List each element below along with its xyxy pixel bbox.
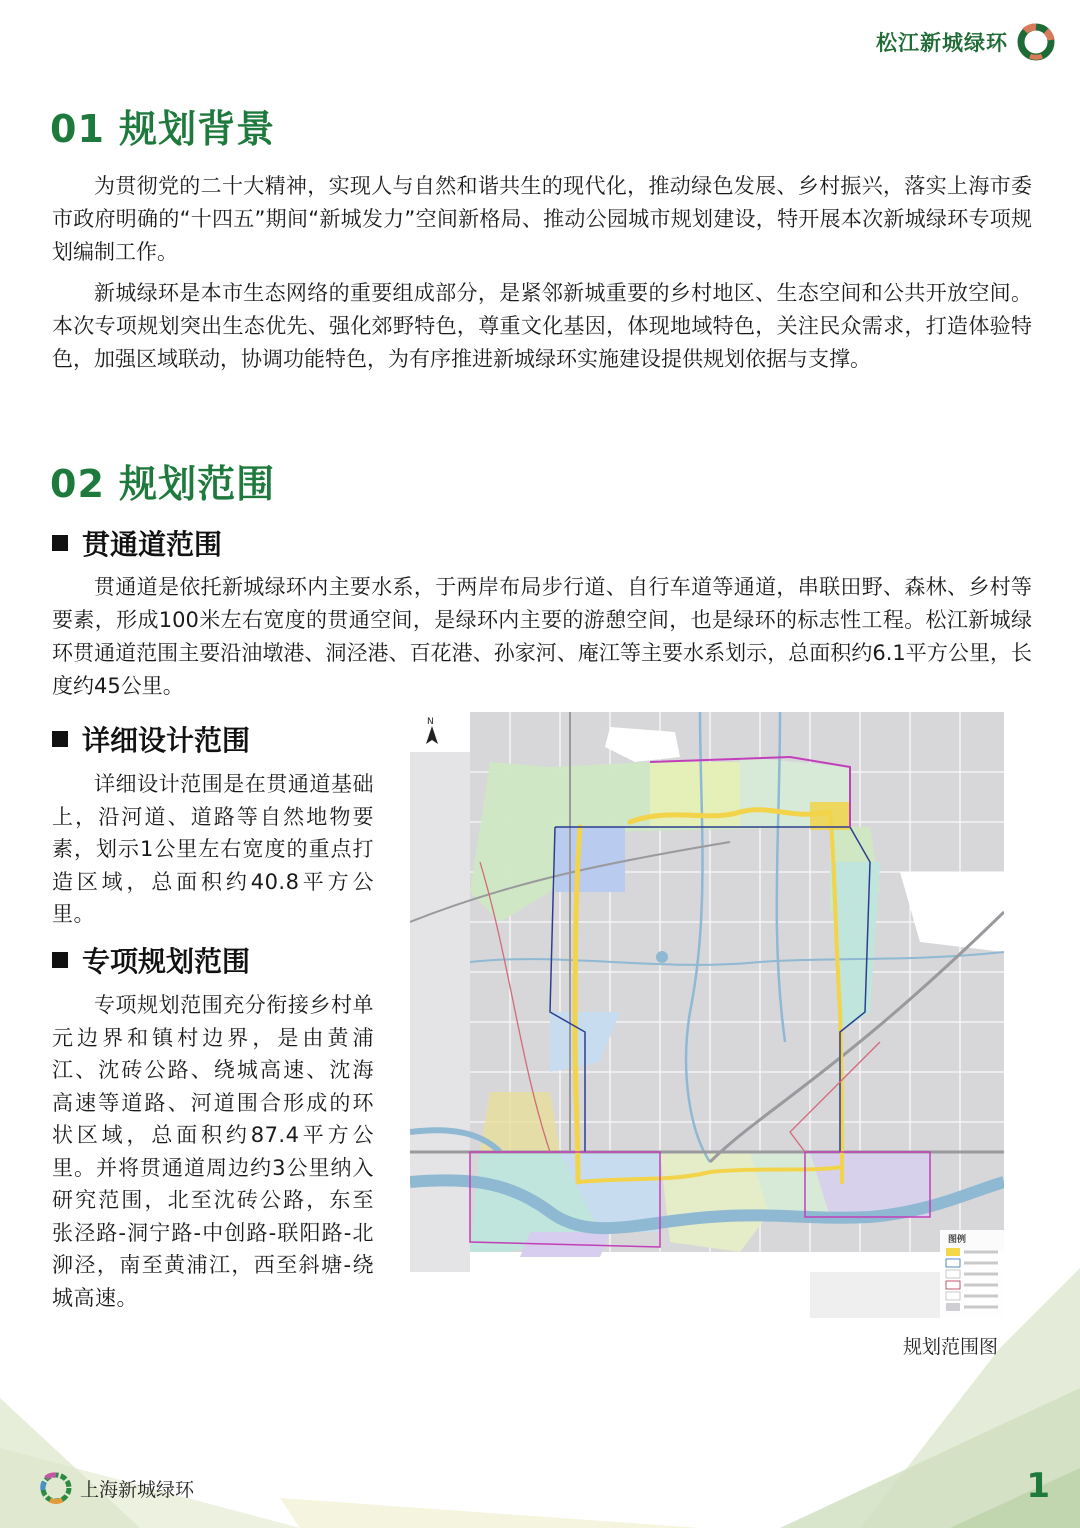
subheading-special-plan-text: 专项规划范围 <box>82 945 251 978</box>
subheading-detail-design-text: 详细设计范围 <box>82 724 251 757</box>
subheading-detail-design <box>52 719 250 759</box>
through-road-paragraph: 贯通道是依托新城绿环内主要水系，于两岸布局步行道、自行车道等通道，串联田野、森林、乡村等要素，形成100米左右宽度的贯通空间，是绿环内主要的游憩空间，也是绿环的标志性工程。松江新城绿环贯通道范围主要沿油墩港、洞泾港、百花港、孙家河、庵江等主要水系划示，总面积约6.1平方公里，长度约45公里。 <box>52 575 1032 698</box>
subheading-through-road <box>52 523 222 563</box>
legend-swatch <box>946 1259 960 1267</box>
legend-swatch <box>946 1248 960 1256</box>
header-brand-text: 松江新城绿环 <box>876 30 1008 55</box>
planning-scope-map <box>410 712 1004 1318</box>
subheading-through-road-text: 贯通道范围 <box>82 528 223 561</box>
header-brand <box>876 22 1056 62</box>
section-title-background: 01 规划背景 <box>50 107 276 151</box>
legend-title: 图例 <box>948 1235 967 1245</box>
square-bullet-icon <box>52 535 68 551</box>
shanghai-green-ring-logo-icon <box>38 1470 74 1506</box>
map-corridor-patch <box>810 802 850 830</box>
map-graphic <box>410 712 1004 1318</box>
footer-brand <box>38 1470 194 1506</box>
page-number: 1 <box>1026 1466 1050 1506</box>
map-zone-blue <box>555 827 625 892</box>
background-paragraph-1: 为贯彻党的二十大精神，实现人与自然和谐共生的现代化，推动绿色发展、乡村振兴，落实上海市委市政府明确的“十四五”期间“新城发力”空间新格局、推动公园城市规划建设，特开展本次新城绿环专项规划编制工作。 <box>52 174 1032 264</box>
background-paragraph-2: 新城绿环是本市生态网络的重要组成部分，是紧邻新城重要的乡村地区、生态空间和公共开放空间。本次专项规划突出生态优先、强化郊野特色，尊重文化基因，体现地域特色，关注民众需求，打造体验特色，加强区域联动，协调功能特色，为有序推进新城绿环实施建设提供规划依据与支撑。 <box>52 281 1032 371</box>
north-label: N <box>427 717 434 727</box>
special-plan-paragraph: 专项规划范围充分衔接乡村单元边界和镇村边界，是由黄浦江、沈砖公路、绕城高速、沈海高速等道路、河道围合形成的环状区域，总面积约87.4平方公里。并将贯通道周边约3公里纳入研究范围，北至沈砖公路，东至张泾路-洞宁路-中创路-联阳路-北泖泾，南至黄浦江，西至斜塘-绕城高速。 <box>52 993 374 1310</box>
square-bullet-icon <box>52 731 68 747</box>
footer-brand-text: 上海新城绿环 <box>80 1478 195 1501</box>
subheading-special-plan <box>52 940 250 980</box>
detail-design-paragraph: 详细设计范围是在贯通道基础上，沿河道、道路等自然地物要素，划示1公里左右宽度的重点打造区域，总面积约40.8平方公里。 <box>52 772 374 926</box>
map-caption: 规划范围图 <box>902 1336 998 1358</box>
green-ring-logo-icon <box>1016 22 1056 62</box>
map-west-base <box>410 752 470 1272</box>
section-title-scope: 02 规划范围 <box>50 462 276 506</box>
square-bullet-icon <box>52 952 68 968</box>
